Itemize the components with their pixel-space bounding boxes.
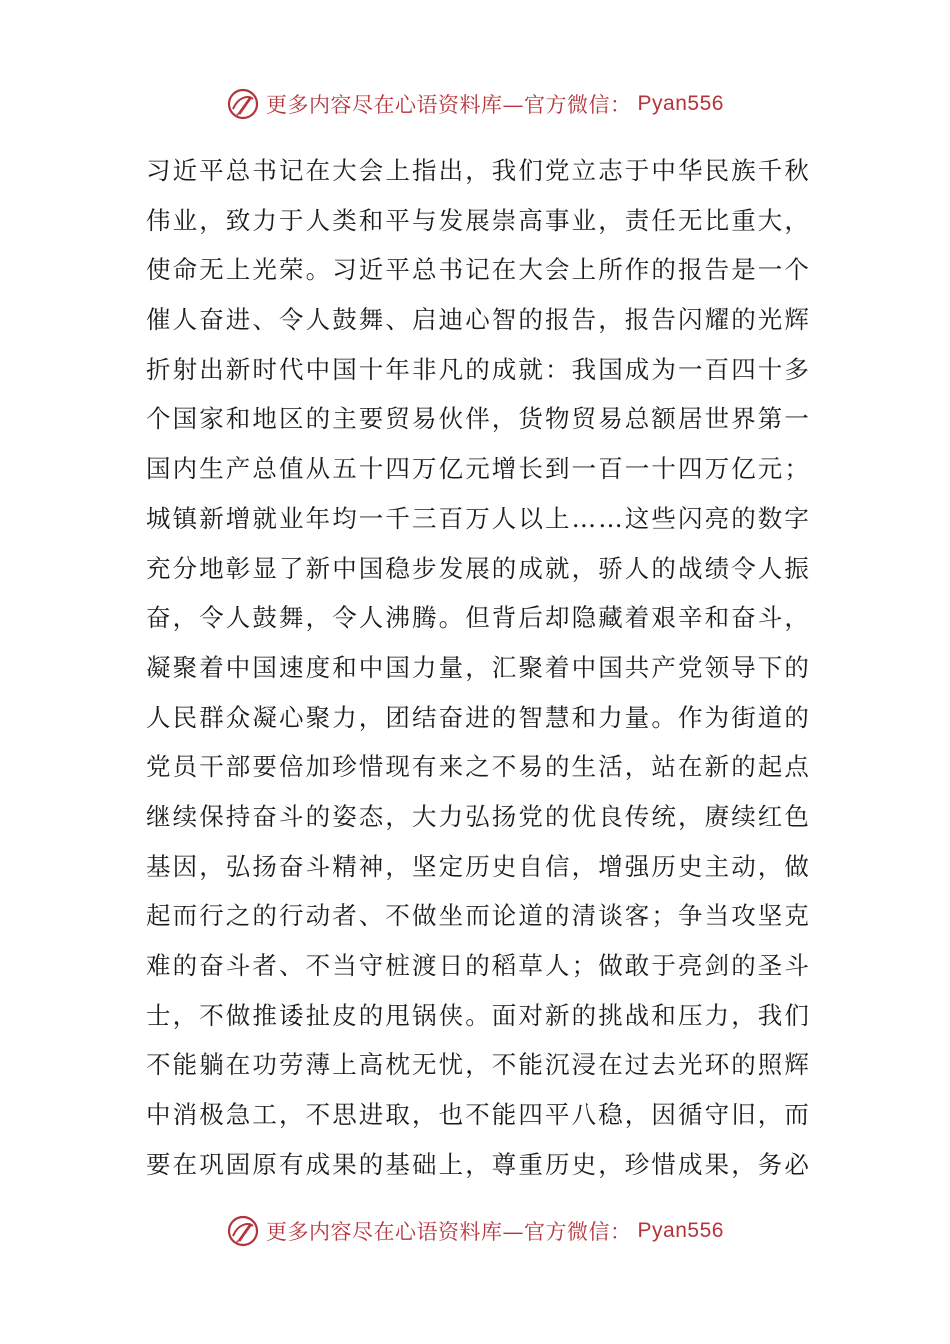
- body-line: 继续保持奋斗的姿态，大力弘扬党的优良传统，赓续红色: [146, 801, 811, 831]
- body-line: 奋，令人鼓舞，令人沸腾。但背后却隐藏着艰辛和奋斗，: [146, 603, 811, 633]
- body-line: 充分地彰显了新中国稳步发展的成就，骄人的战绩令人振: [146, 553, 811, 583]
- body-line: 人民群众凝心聚力，团结奋进的智慧和力量。作为街道的: [146, 702, 811, 732]
- body-line: 中消极急工，不思进取，也不能四平八稳，因循守旧，而: [146, 1100, 811, 1130]
- header-wechat-id: Pyan556: [637, 92, 724, 115]
- footer-banner: [0, 1211, 950, 1251]
- document-body: [146, 146, 811, 1189]
- body-line: 要在巩固原有成果的基础上，尊重历史，珍惜成果，务必: [146, 1149, 811, 1179]
- body-line: 不能躺在功劳薄上高枕无忧，不能沉浸在过去光环的照辉: [146, 1050, 811, 1080]
- body-line: 催人奋进、令人鼓舞、启迪心智的报告，报告闪耀的光辉: [146, 305, 811, 335]
- footer-banner-text: 更多内容尽在心语资料库—官方微信：: [266, 1220, 632, 1244]
- body-line: 国内生产总值从五十四万亿元增长到一百一十四万亿元；: [146, 454, 811, 484]
- body-line: 凝聚着中国速度和中国力量，汇聚着中国共产党领导下的: [146, 652, 811, 682]
- body-line: 折射出新时代中国十年非凡的成就：我国成为一百四十多: [146, 354, 811, 384]
- body-line: 起而行之的行动者、不做坐而论道的清谈客；争当攻坚克: [146, 901, 811, 931]
- header-banner-text: 更多内容尽在心语资料库—官方微信：: [266, 93, 632, 117]
- body-line: 基因，弘扬奋斗精神，坚定历史自信，增强历史主动，做: [146, 851, 811, 881]
- body-line: 习近平总书记在大会上指出，我们党立志于中华民族千秋: [146, 156, 811, 185]
- pen-swirl-logo-icon: [226, 87, 260, 121]
- body-line: 使命无上光荣。习近平总书记在大会上所作的报告是一个: [146, 255, 811, 285]
- header-banner: [0, 84, 950, 124]
- pen-swirl-logo-icon: [226, 1214, 260, 1248]
- body-line: 个国家和地区的主要贸易伙伴，货物贸易总额居世界第一: [146, 404, 811, 434]
- body-line: 难的奋斗者、不当守桩渡日的稻草人；做敢于亮剑的圣斗: [146, 951, 811, 980]
- body-line: 士，不做推诿扯皮的甩锅侠。面对新的挑战和压力，我们: [146, 1000, 811, 1030]
- body-line: 伟业，致力于人类和平与发展崇高事业，责任无比重大，: [146, 205, 811, 235]
- footer-wechat-id: Pyan556: [637, 1219, 724, 1242]
- body-line: 党员干部要倍加珍惜现有来之不易的生活，站在新的起点: [146, 752, 811, 782]
- body-line: 城镇新增就业年均一千三百万人以上……这些闪亮的数字: [146, 503, 811, 533]
